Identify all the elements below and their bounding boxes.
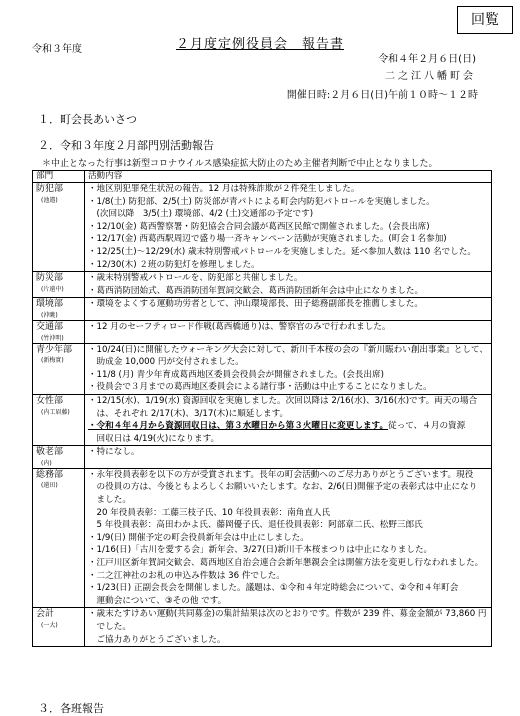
circulation-stamp: 回覧	[457, 6, 513, 34]
activity-line: でした。	[87, 622, 131, 632]
dept-name: 環境部	[36, 299, 64, 310]
activity-line: ・12/30(木) ２班の防犯灯を修理しました。	[87, 259, 260, 270]
dept-representative: (片遠中)	[41, 285, 64, 293]
activity-line: は、それぞれ 2/17(木)、3/17(木)に順延します。	[87, 408, 289, 419]
activity-line: ・役員会で３月までの葛西地区委員会による諸行事・活動は中止することになりました。	[87, 382, 432, 393]
activity-cell	[84, 394, 491, 445]
activity-line: ・12/17(金) 西葛西駅周辺で盛り場一斉キャンペーン活動が実施されました。(町会１名参加)	[87, 234, 447, 245]
dept-cell	[33, 468, 85, 608]
table-header-row	[33, 171, 492, 183]
dept-cell	[33, 183, 85, 272]
activity-line: ・12/10(金) 葛西警察署・防犯協会合同会議が葛西区民館で開催されました。(会長出席)	[87, 221, 430, 232]
activity-line: ・特になし。	[87, 447, 140, 458]
dept-name: 防災部	[36, 273, 64, 284]
activity-cell	[84, 183, 491, 272]
activity-line: 助成金 10,000 円が交付されました。	[87, 357, 244, 368]
dept-name: 総務部	[36, 469, 64, 480]
activity-cell	[84, 608, 491, 647]
dept-representative: (内)	[41, 459, 52, 467]
activity-line: (次回以降 3/5(土) 環境部、4/2 (土)交通部の予定です)	[87, 209, 314, 220]
activity-line: ・葛西消防団始式、葛西消防団年賀詞交歓会、葛西消防団新年会は中止になりました。	[87, 285, 424, 296]
activity-cell	[84, 272, 491, 298]
activity-line: 5 年役員表彰：高田わかよ氏、藤岡優子氏、退任役員表彰：阿部章二氏、松野三郎氏	[87, 520, 423, 531]
activity-line: ・10/24(日)に開催したウォーキング大会に対して、新川千本桜の会の『新川賑わい創出事業』として、	[87, 344, 488, 355]
table-row	[33, 183, 492, 272]
dept-cell	[33, 272, 85, 298]
activity-cell	[84, 446, 491, 469]
dept-name: 防犯部	[36, 184, 64, 194]
dept-name: 女性部	[36, 395, 64, 406]
dept-cell	[33, 320, 85, 343]
activity-cell	[84, 468, 491, 608]
dept-cell	[33, 343, 85, 394]
activity-line: ・歳末特別警戒パトロールを、防犯部と共催しました。	[87, 273, 303, 284]
table-row	[33, 272, 492, 298]
dept-representative: (池邉)	[41, 196, 58, 204]
table-row	[33, 468, 492, 608]
dept-representative: (内工眉藤)	[41, 408, 70, 416]
cancellation-note: ＊中止となった行事は新型コロナウイルス感染症拡大防止のため主催者判断で中止となりました。	[42, 159, 438, 169]
activity-table	[32, 170, 492, 647]
header-activity: 活動内容	[84, 171, 491, 183]
header-dept: 部門	[33, 171, 85, 183]
dept-name: 交通部	[36, 321, 64, 332]
activity-line: ・12/15(水)、1/19(水) 資源回収を実施しました。次回以降は 2/16(水)、3/16(水)です。両天の場合	[87, 395, 478, 406]
activity-cell	[84, 343, 491, 394]
activity-line: ・11/8 (月) 青少年育成葛西地区委員会役員会が開催されました。(会長出席)	[87, 369, 384, 380]
section-heading-3: ３．各班報告	[38, 702, 104, 715]
activity-cell	[84, 298, 491, 321]
activity-line-emphasis: ・令和４年４月から資源回収日は、第３水曜日から第３火曜日に変更します。	[87, 421, 389, 432]
table-row	[33, 320, 492, 343]
dept-representative: (沖眺)	[41, 311, 58, 319]
activity-line: 20 年役員表彰：工藤三枝子氏、10 年役員表彰：南角直人氏	[87, 507, 331, 518]
activity-line: ・二之江神社のお札の申込み件数は 36 件でした。	[87, 570, 285, 581]
dept-cell	[33, 446, 85, 469]
dept-representative: (新梅實)	[41, 357, 64, 365]
activity-line: ・環境をよくする運動功労者として、沖山環境部長、田子総務副部長を推薦しました。	[87, 299, 423, 310]
activity-line	[88, 420, 488, 433]
activity-line-tail: 従って、４月の資源	[388, 421, 466, 432]
activity-line: ・1/8(土) 防犯部、2/5(土) 防災部が青パトによる町会内防犯パトロールを実施しました。	[87, 196, 435, 207]
activity-line: ・江戸川区新年賀詞交歓会、葛西地区自治会連合会新年懇親会全は開催方法を変更し行なわれました。	[87, 558, 484, 569]
dept-representative: (一大)	[41, 622, 58, 629]
activity-line: ご協力ありがとうございました。	[87, 634, 226, 645]
dept-representative: (遠田)	[41, 482, 58, 490]
dept-cell	[33, 394, 85, 445]
fiscal-year: 令和３年度	[32, 44, 82, 55]
dept-representative: (竹沖明)	[41, 334, 64, 342]
section-heading-2: ２．令和３年度２月部門別活動報告	[38, 139, 214, 152]
activity-line: ・1/9(日) 開催予定の町会役員新年会は中止にしました。	[87, 532, 309, 543]
activity-line: ・地区別犯罪発生状況の報告。12 月は特殊詐欺が２件発生しました。	[87, 184, 360, 194]
activity-line: ・歳末たすけあい運動(共同募金)の集計結果は次のとおりです。件数が 239 件、募金金額が 73,860 円	[87, 609, 487, 620]
activity-line: ・1/16(日)「古川を愛する会」新年会、3/27(日)新川千本桜まつりは中止になりました。	[87, 545, 433, 556]
dept-cell	[33, 608, 85, 647]
activity-line: ・12 月のセーフティロード作戦(葛西橋通り)は、警察官のみで行われました。	[87, 321, 391, 332]
report-date: 令和４年２月６日(日)	[378, 54, 476, 65]
activity-line: 回収日は 4/19(火)になります。	[87, 433, 220, 444]
activity-line: ・1/23(日) 正副会長会を開催しました。議題は、①令和４年定時総会について、②令和４年町会	[87, 583, 459, 594]
table-row	[33, 446, 492, 469]
dept-name: 敬老部	[36, 447, 64, 458]
activity-cell	[84, 320, 491, 343]
activity-line: ・12/25(土)〜12/29(水) 歳末特別警戒パトロールを実施しました。延べ参加人数は 110 名でした。	[87, 246, 476, 257]
table-row	[33, 298, 492, 321]
table-row	[33, 394, 492, 445]
meeting-datetime: 開催日時:２月６日(日)午前１０時〜１２時	[286, 90, 478, 101]
organization-name: 二之江八幡町会	[385, 71, 476, 82]
title-text: ２月度定例役員会 報告書	[175, 37, 344, 52]
table-row	[33, 608, 492, 647]
activity-line: ・永年役員表彰を以下の方が受賞されます。長年の町会活動へのご尽力ありがとうございます。現役	[87, 469, 474, 480]
dept-cell	[33, 298, 85, 321]
table-body	[33, 183, 492, 647]
activity-line: の役員の方は、今後ともよろしくお願いいたします。なお、2/6(日)開催予定の表彰式は中止になり	[87, 482, 478, 493]
section-heading-1: １．町会長あいさつ	[38, 113, 137, 126]
dept-name: 青少年部	[36, 344, 73, 355]
dept-name: 会計	[36, 609, 55, 620]
activity-line: ました。	[87, 495, 131, 506]
activity-line: 運動会について、③その他 です。	[87, 595, 227, 606]
table-row	[33, 343, 492, 394]
